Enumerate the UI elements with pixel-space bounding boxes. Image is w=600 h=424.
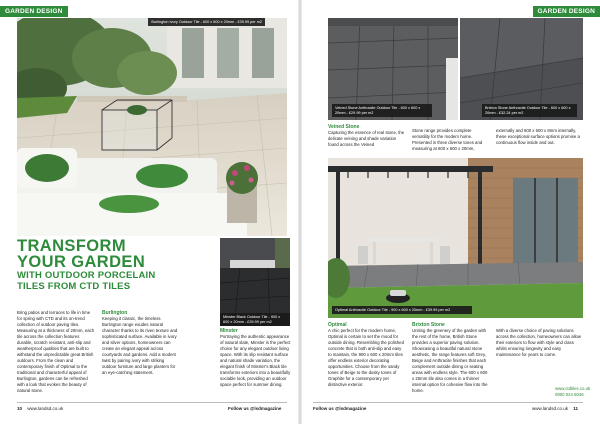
optimal-text: A chic perfect for the modern home, Optimal is certain to set the mood for outside dining. Resembling the polished concrete that is both anti-slip and easy to maintain, the 900 x 600 x 20mm tiles offer endless exterior decorating opportunities. Choose from the sandy tones of Beige to the dusky tones of Graphite for a contemporary yet distinctive exterior. [328,328,404,387]
veined-stone-photo [328,18,458,120]
page-number-left: 10 [17,406,23,411]
hero-caption: Burlington Ivory Outdoor Tile - 600 x 600 x 20mm - £39.99 per m2 [148,18,265,26]
optimal-heading: Optimal [328,322,347,328]
site-link-left[interactable]: www.landsd.co.uk [27,406,64,411]
optimal-column [328,322,406,388]
burlington-ivory-photo [17,18,287,236]
veined-caption: Veined Stone Anthracite Outdoor Tile - 600 x 600 x 20mm - £29.99 per m2 [332,104,432,117]
phone-number: 0800 024 6046 [555,392,584,397]
footer-left [17,406,63,411]
follow-text-right[interactable]: Follow us @lsdmagazine [313,406,367,411]
brixton-column [412,322,490,394]
follow-left [228,406,281,411]
section-tag-left: GARDEN DESIGN [0,6,68,17]
right-page [300,0,600,424]
headline-line-2: YOUR GARDEN [17,253,146,271]
veined-heading: Veined Stone [328,124,360,130]
spread-gutter [298,0,302,424]
brixton-text: Uniting the greenery of the garden with the rest of the home, British Stone provides a superior paving solution. Showcasing a beautiful natural stone aesthetic, the range features soft Grey, Beige and Anthracite finishes that each complement outside dining or seating areas with endless style. The 600 x 600 x 20mm tile also comes in a thinner internal option for cohesive flow into the home. [412,328,488,393]
footer-right [532,406,578,411]
headline-line-1: TRANSFORM [17,237,127,255]
intro-column [17,310,95,394]
web-link[interactable]: www.ctdtiles.co.uk [555,386,591,391]
follow-text-left[interactable]: Follow us @lsdmagazine [228,406,282,411]
burlington-column [102,310,180,376]
minster-column [220,328,294,388]
brixton-caption: Brixton Stone Anthracite Outdoor Tile - 600 x 600 x 20mm - £32.24 per m2 [482,104,577,117]
contact-info [555,386,590,398]
veined-cont2-column [496,128,582,146]
article-headline [17,238,217,292]
optimal-anthracite-photo [328,158,583,318]
site-link-right[interactable]: www.landsd.co.uk [532,406,569,411]
brixton-stone-photo [460,18,583,120]
footer-rule-left [17,402,287,403]
intro-text: Bring patios and terraces to life in time for spring with CTD and its on-trend collection of outdoor paving tiles. Measuring at a thickness of 20mm, each tile across the collection features durable, scratch resistant, anti-slip and weatherproof qualities that are built to withstand the unpredictable great British outdoors. From the clean and contemporary finish of Optimal to the traditional and characterful appeal of Burlington, gardens can be refreshed with a look that evokes the beauty of natural stone. [17,310,95,393]
follow-right [313,406,366,411]
veined-text: Capturing the essence of real stone, the delicate veining and shade variation found across the Veined [328,130,405,147]
burlington-text: Keeping it classic, the timeless Burlington range exudes natural character thanks to its riven texture and sophisticated surface. Available in ivory and silver options, homeowners can create an elegant appeal across courtyards and gardens. Add a modern twist by pairing ivory with striking outdoor furniture and large planters for an eye-catching statement. [102,316,178,375]
veined-cont-column [412,128,490,152]
subheadline-line-1: WITH OUTDOOR PORCELAIN [17,270,156,281]
minster-text: Portraying the authentic appearance of natural slate, Minster is the perfect choice for any elegant outdoor living space. With its slip resistant surface and natural shade variation, the elegant finish of Minster's Black tile transforms exteriors into a beautifully sociable look, providing an outdoor space perfect for summer dining. [220,334,291,387]
minster-black-photo [220,238,290,326]
closing-column [496,328,582,358]
footer-rule-right [313,402,583,403]
optimal-caption: Optimal Anthracite Outdoor Tile - 900 x 600 x 20mm - £39.99 per m2 [332,306,472,314]
veined-cont2-text: externally and 600 x 600 x 8mm internally, these exceptional surface options promise a continuous flow inside and out. [496,128,580,145]
veined-cont-text: Stone range provides complete versatility for the modern home. Presented in three diverse tones and measuring at 600 x 600 x 20mm, [412,128,483,151]
minster-heading: Minster [220,328,238,334]
minster-caption: Minster Black Outdoor Tile - 900 x 600 x 20mm - £39.99 per m2 [220,313,290,326]
subheadline-line-2: TILES FROM CTD TILES [17,281,131,292]
brixton-heading: Brixton Stone [412,322,445,328]
closing-text: With a diverse choice of paving solutions across the collection, homeowners can allow their exteriors to flow with style and class whilst ensuring longevity and easy maintenance for years to come. [496,328,582,357]
page-number-right: 11 [573,406,579,411]
section-tag-right: GARDEN DESIGN [533,6,600,17]
veined-column [328,124,406,148]
burlington-heading: Burlington [102,310,128,316]
